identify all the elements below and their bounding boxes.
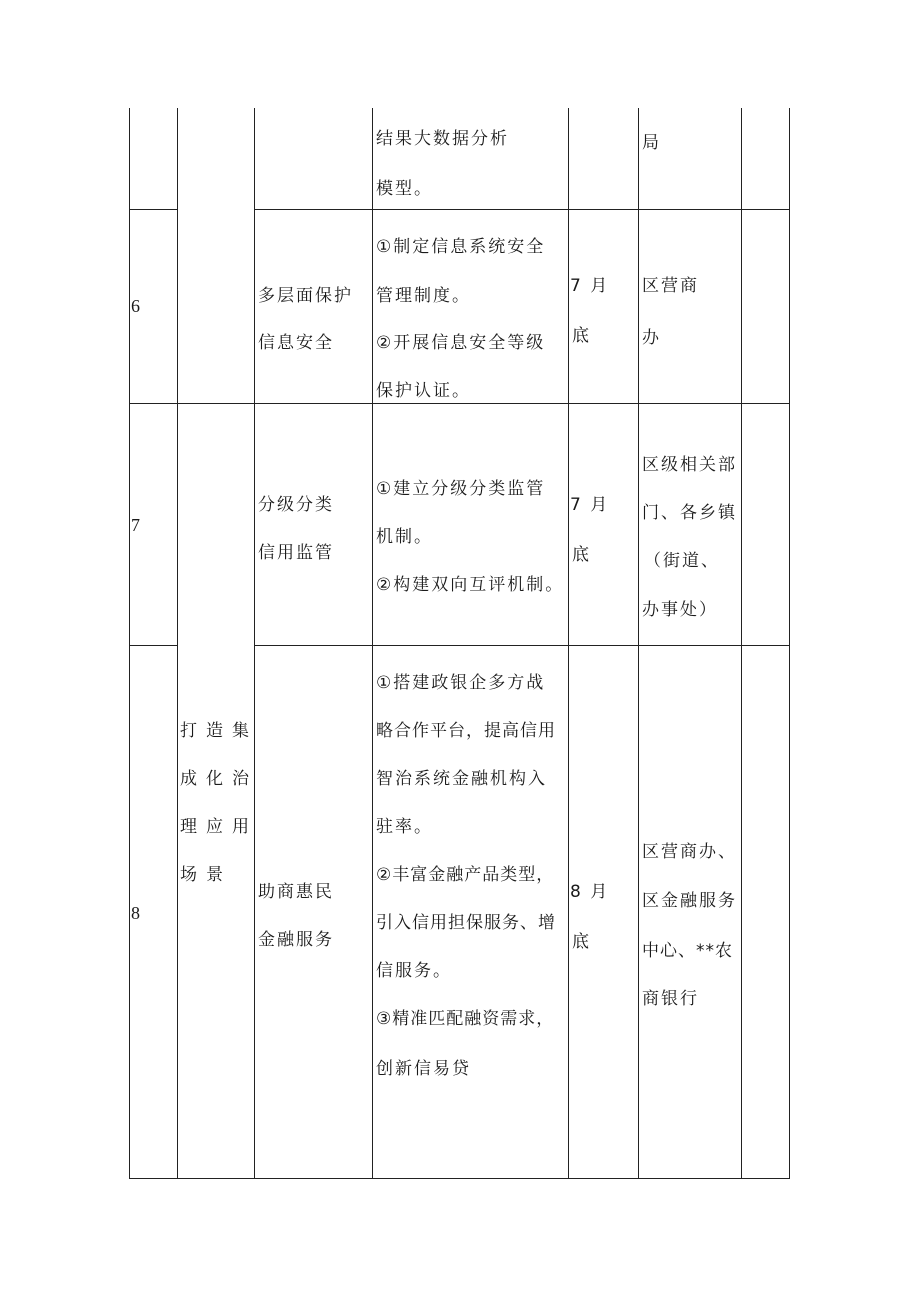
column-divider (568, 108, 569, 1179)
measures-line: ②开展信息安全等级 (376, 333, 546, 353)
measures-line: ①搭建政银企多方战 (376, 673, 546, 693)
measures-line: 结果大数据分析 (376, 129, 509, 149)
measures-line: 驻率。 (376, 817, 433, 837)
row-divider (129, 403, 790, 404)
owner-line: 办事处） (642, 600, 718, 620)
row-divider (254, 209, 790, 210)
row-divider (254, 645, 790, 646)
column-divider (254, 108, 255, 1179)
task-line: 信息安全 (258, 333, 334, 353)
measures-line: ①制定信息系统安全 (376, 237, 546, 257)
measures-line: 保护认证。 (376, 381, 471, 401)
task-line: 多层面保护 (258, 286, 353, 306)
measures-line: ②丰富金融产品类型， (376, 865, 555, 885)
measures-line: 引入信用担保服务、增 (376, 913, 556, 933)
scene-line: 打造集 (180, 721, 258, 741)
deadline-line: 底 (572, 326, 591, 346)
measures-line: 智治系统金融机构入 (376, 769, 547, 789)
row-number: 7 (131, 515, 140, 535)
owner-line: 商银行 (642, 989, 699, 1009)
table-border-right (789, 108, 790, 1179)
deadline-line: 7 月 (570, 495, 610, 515)
measures-line: ②构建双向互评机制。 (376, 575, 565, 595)
table-border-left (129, 108, 130, 1179)
owner-line: 区营商 (642, 276, 699, 296)
task-line: 金融服务 (258, 930, 334, 950)
measures-line: 信服务。 (376, 961, 452, 981)
row-number: 6 (131, 296, 140, 316)
column-divider (372, 108, 373, 1179)
measures-line: 模型。 (376, 179, 433, 199)
column-divider (638, 108, 639, 1179)
owner-line: 办 (642, 328, 661, 348)
column-divider (741, 108, 742, 1179)
deadline-line: 8 月 (570, 882, 610, 902)
task-line: 助商惠民 (258, 882, 334, 902)
owner-line: 区级相关部 (642, 455, 737, 475)
measures-line: 机制。 (376, 527, 433, 547)
deadline-line: 底 (572, 932, 591, 952)
scene-line: 成化治 (180, 769, 258, 789)
measures-line: ③精准匹配融资需求， (376, 1009, 555, 1029)
owner-line: 中心、**农 (642, 941, 733, 961)
row-divider (129, 209, 177, 210)
measures-line: 略合作平台，提高信用 (376, 721, 556, 741)
measures-line: 创新信易贷 (376, 1059, 471, 1079)
column-divider (177, 108, 178, 1179)
task-line: 分级分类 (258, 495, 334, 515)
row-divider (129, 645, 177, 646)
owner-line: （街道、 (644, 551, 720, 571)
deadline-line: 底 (572, 545, 591, 565)
task-line: 信用监管 (258, 543, 334, 563)
table-border-bottom (129, 1178, 790, 1179)
measures-line: ①建立分级分类监管 (376, 479, 546, 499)
scene-line: 场景 (180, 865, 232, 885)
owner-line: 区金融服务 (642, 891, 737, 911)
scene-line: 理应用 (180, 817, 258, 837)
owner-line: 局 (642, 133, 661, 153)
owner-line: 区营商办、 (642, 842, 737, 862)
deadline-line: 7 月 (570, 276, 610, 296)
owner-line: 门、各乡镇 (642, 503, 737, 523)
row-number: 8 (131, 903, 140, 923)
measures-line: 管理制度。 (376, 286, 471, 306)
